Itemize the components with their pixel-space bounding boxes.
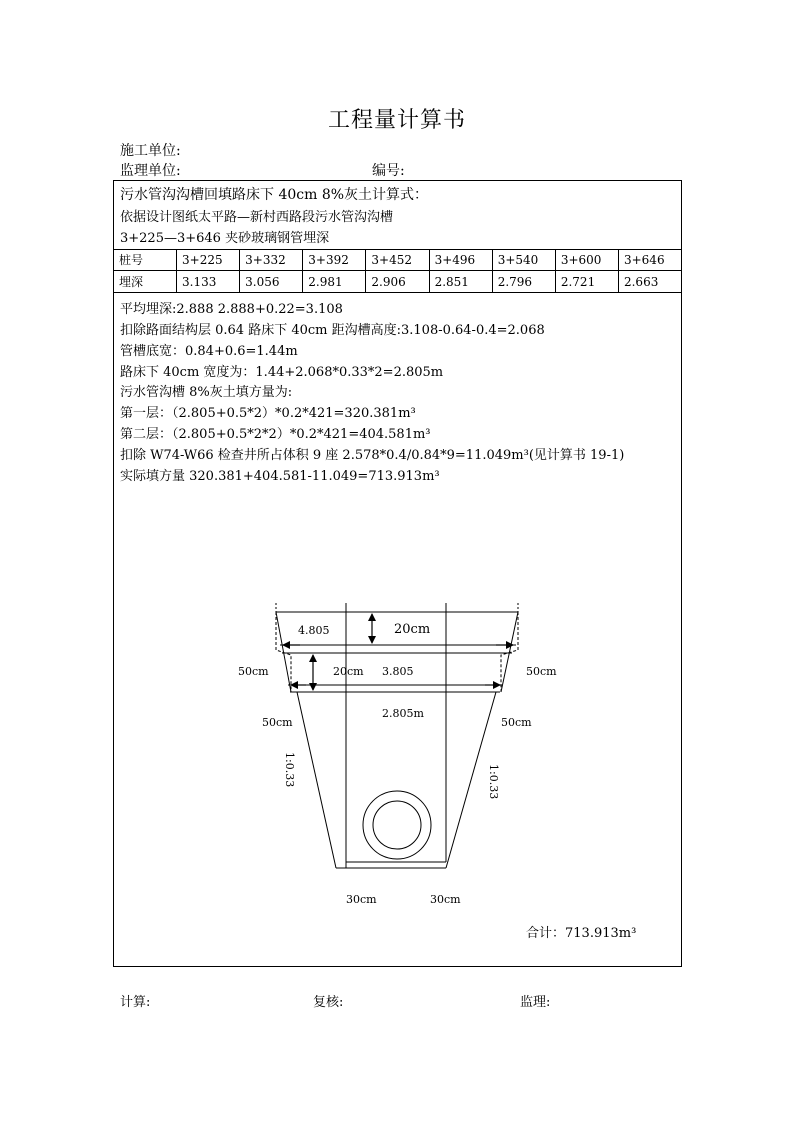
right-offset-lower-label: 50cm (501, 716, 532, 729)
calc-line: 扣除路面结构层 0.64 路床下 40cm 距沟槽高度:3.108-0.64-0.4=2.068 (120, 323, 545, 338)
station-cell: 3+452 (366, 249, 429, 271)
row-label-station: 桩号 (114, 249, 177, 271)
station-cell: 3+496 (429, 249, 492, 271)
station-cell: 3+540 (492, 249, 555, 271)
construction-unit-label: 施工单位: (120, 143, 181, 159)
left-base-label: 30cm (346, 893, 377, 906)
calc-line: 污水管沟槽 8%灰土填方量为: (120, 385, 293, 400)
pipe-inner (373, 801, 421, 849)
calc-line: 第二层：（2.805+0.5*2*2）*0.2*421=404.581m³ (120, 427, 431, 442)
calc-line: 扣除 W74-W66 检查井所占体积 9 座 2.578*0.4/0.84*9=11.049m³(见计算书 19-1) (120, 448, 625, 463)
station-cell: 3+600 (555, 249, 618, 271)
upper-left-slope (276, 612, 291, 692)
calc-line: 路床下 40cm 宽度为：1.44+2.068*0.33*2=2.805m (120, 365, 444, 380)
description-line-2: 依据设计图纸太平路—新村西路段污水管沟沟槽 (120, 210, 394, 225)
depth-cell: 2.663 (618, 271, 681, 293)
description-line-3: 3+225—3+646 夹砂玻璃钢管埋深 (120, 231, 330, 246)
right-offset-upper-label: 50cm (526, 665, 557, 678)
station-cell: 3+392 (303, 249, 366, 271)
description-line-1: 污水管沟沟槽回填路床下 40cm 8%灰土计算式： (120, 187, 429, 203)
page-title: 工程量计算书 (327, 108, 466, 133)
supervisor-signature-label: 监理: (520, 995, 551, 1010)
left-offset-upper-label: 50cm (238, 665, 269, 678)
calc-signature-label: 计算: (120, 995, 151, 1010)
top-width-label: 4.805 (298, 624, 330, 637)
calc-line: 管槽底宽：0.84+0.6=1.44m (120, 344, 298, 359)
left-slope-label: 1:0.33 (283, 752, 296, 788)
station-cell: 3+225 (177, 249, 240, 271)
calc-line: 平均埋深:2.888 2.888+0.22=3.108 (120, 302, 343, 317)
depth-cell: 2.851 (429, 271, 492, 293)
depth-cell: 2.906 (366, 271, 429, 293)
right-base-label: 30cm (430, 893, 461, 906)
total-label: 合计：713.913m³ (526, 926, 637, 941)
station-cell: 3+646 (618, 249, 681, 271)
depth-cell: 3.056 (240, 271, 303, 293)
depth-cell: 2.721 (555, 271, 618, 293)
layer-thickness-top-label: 20cm (394, 622, 431, 637)
calc-line: 第一层：（2.805+0.5*2）*0.2*421=320.381m³ (120, 406, 416, 421)
review-signature-label: 复核: (313, 995, 344, 1010)
bottom-layer-width-label: 2.805m (382, 707, 424, 720)
mid-width-label: 3.805 (382, 665, 414, 678)
document-number-label: 编号: (372, 163, 405, 179)
supervision-unit-label: 监理单位: (120, 163, 181, 179)
station-cell: 3+332 (240, 249, 303, 271)
left-offset-lower-label: 50cm (262, 716, 293, 729)
upper-right-slope (501, 612, 518, 692)
depth-cell: 2.981 (303, 271, 366, 293)
depth-cell: 2.796 (492, 271, 555, 293)
lower-left-slope (297, 692, 336, 868)
depth-cell: 3.133 (177, 271, 240, 293)
layer-thickness-mid-label: 20cm (333, 665, 364, 678)
calc-line: 实际填方量 320.381+404.581-11.049=713.913m³ (120, 469, 440, 484)
row-label-depth: 埋深 (114, 271, 177, 293)
right-slope-label: 1:0.33 (487, 764, 500, 800)
